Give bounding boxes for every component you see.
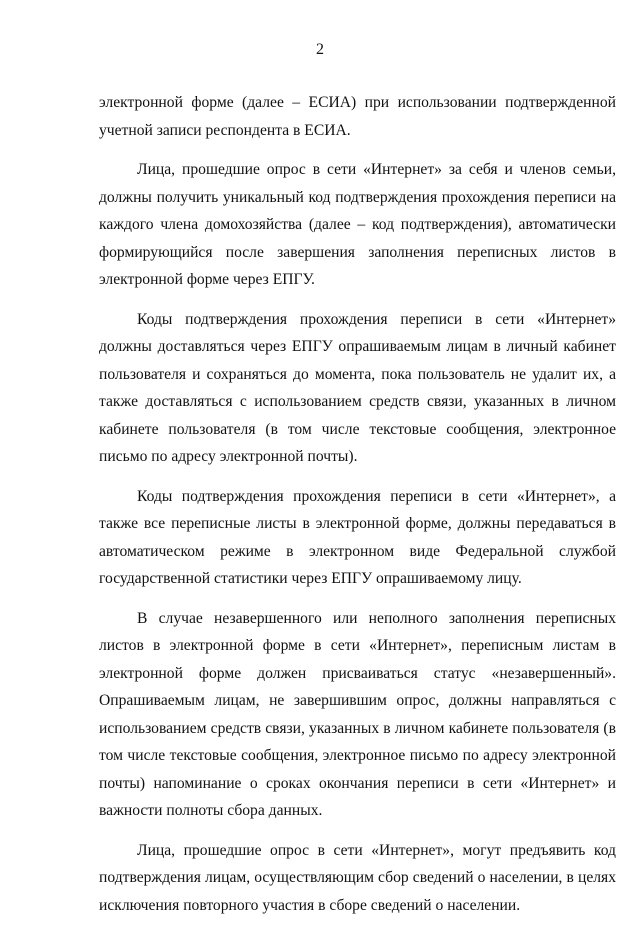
paragraph-present-code: Лица, прошедшие опрос в сети «Интернет», могут предъявить код подтверждения лицам, осуществляющим сбор сведений о населении, в целях исключения повторного участия в сборе сведений о населении. <box>99 841 616 914</box>
paragraph-code-transfer: Коды подтверждения прохождения переписи в сети «Интернет», а также все переписные листы в электронной форме, должны передаваться в автоматическом режиме в электронном виде Федеральной службой государственной статистики через ЕПГУ опрашиваемому лицу. <box>99 487 616 587</box>
document-body <box>99 89 616 931</box>
page-number: 2 <box>316 41 324 58</box>
paragraph-confirmation-code: Лица, прошедшие опрос в сети «Интернет» за себя и членов семьи, должны получить уникальный код подтверждения прохождения переписи на каждого члена домохозяйства (далее – код подтверждения), автоматически формирующийся после завершения заполнения переписных листов в электронной форме через ЕПГУ. <box>99 161 616 288</box>
paragraph-code-delivery: Коды подтверждения прохождения переписи в сети «Интернет» должны доставляться через ЕПГУ опрашиваемым лицам в личный кабинет пользователя и сохраняться до момента, пока пользователь не удалит их, а также доставляться с использованием средств связи, указанных в личном кабинете пользователя (в том числе текстовые сообщения, электронное письмо по адресу электронной почты). <box>99 310 616 465</box>
paragraph-incomplete-status: В случае незавершенного или неполного заполнения переписных листов в электронной форме в сети «Интернет», переписным листам в электронной форме должен присваиваться статус «незавершенный». Опрашиваемым лицам, не завершившим опрос, должны направляться с использованием средств связи, указанных в личном кабинете пользователя (в том числе текстовые сообщения, электронное письмо по адресу электронной почты) напоминание о сроках окончания переписи в сети «Интернет» и важности полноты сбора данных. <box>99 609 616 819</box>
paragraph-continuation: электронной форме (далее – ЕСИА) при использовании подтвержденной учетной записи респондента в ЕСИА. <box>99 94 616 139</box>
